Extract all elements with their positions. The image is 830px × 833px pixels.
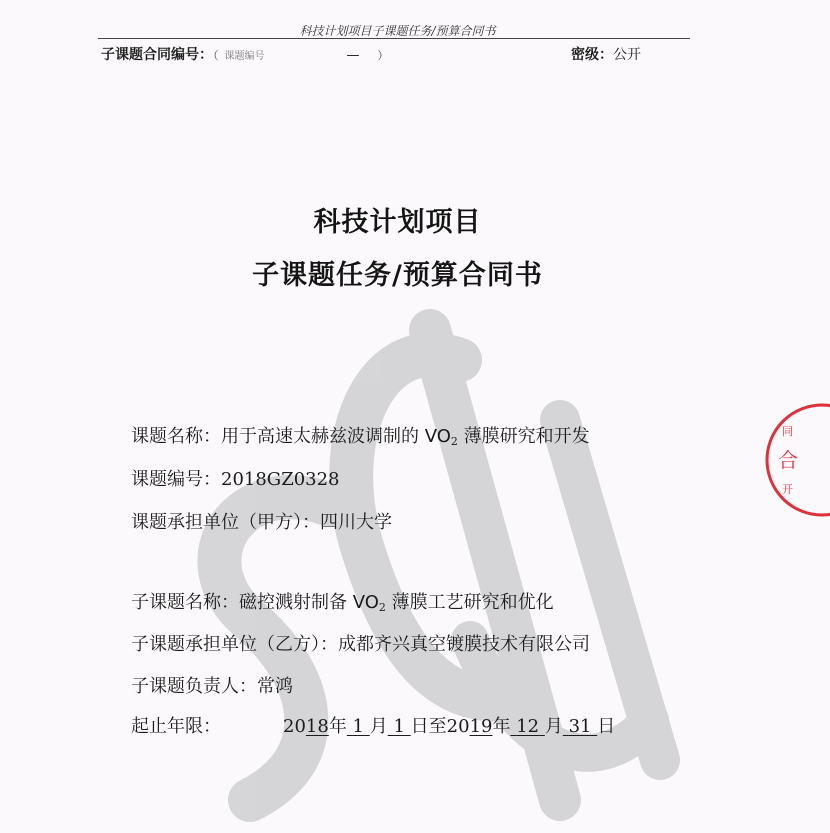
secrecy-level (571, 44, 641, 64)
year-char-2: 年 (492, 716, 511, 737)
sub-topic-lead-value: 常鸿 (257, 676, 293, 697)
period-field (131, 712, 221, 738)
topic-unit-label: 课题承担单位（甲方）： (131, 512, 320, 533)
topic-name-text: 用于高速太赫兹波调制的 VO (221, 426, 451, 447)
topic-name-label: 课题名称： (131, 426, 221, 447)
contract-number-close-paren: ） (377, 49, 389, 62)
start-year-prefix: 20 (283, 716, 306, 737)
sub-topic-name-text-end: 薄膜工艺研究和优化 (385, 592, 554, 613)
topic-unit-field (131, 508, 392, 534)
period-label: 起止年限： (131, 716, 221, 737)
red-seal-stamp (760, 395, 830, 525)
end-year-suffix: 19 (469, 716, 493, 737)
contract-number-dash: — (346, 48, 360, 63)
sub-topic-name-label: 子课题名称： (131, 592, 239, 613)
topic-name-text-end: 薄膜研究和开发 (457, 426, 590, 447)
topic-name-field (131, 422, 590, 448)
secrecy-value: 公开 (613, 47, 641, 63)
document-title-line2: 子课题任务/预算合同书 (252, 260, 543, 291)
end-month (510, 716, 544, 737)
topic-number-label: 课题编号： (131, 469, 221, 490)
header-rule (98, 38, 690, 39)
end-day-value: 31 (568, 716, 592, 737)
secrecy-label: 密级： (571, 47, 613, 63)
contract-number-open-paren: （ (213, 49, 219, 62)
sub-topic-lead-label: 子课题负责人： (131, 676, 257, 697)
period-dates (283, 712, 615, 738)
topic-number-value: 2018GZ0328 (221, 469, 340, 490)
end-year-prefix: 20 (446, 716, 470, 737)
topic-unit-value: 四川大学 (320, 512, 392, 533)
contract-number-placeholder: 课题编号 (224, 51, 265, 62)
day-char: 日 (597, 716, 616, 737)
sub-topic-name-value (239, 592, 554, 613)
sub-topic-name-subscript: 2 (378, 601, 386, 614)
month-char-1: 月 (369, 716, 388, 737)
start-month-value: 1 (352, 716, 364, 737)
day-to-chars: 日至 (410, 716, 447, 737)
sub-topic-name-field (131, 588, 554, 614)
svg-text:同: 同 (782, 425, 793, 438)
running-header-title: 科技计划项目子课题任务/预算合同书 (299, 24, 496, 38)
year-char-1: 年 (328, 716, 347, 737)
svg-text:开: 开 (782, 483, 793, 496)
sub-topic-unit-label: 子课题承担单位（乙方）： (131, 634, 338, 655)
sub-topic-unit-field (131, 630, 590, 656)
topic-name-subscript: 2 (450, 435, 458, 448)
start-day (388, 716, 411, 737)
svg-text:合: 合 (778, 448, 798, 472)
month-char-2: 月 (544, 716, 563, 737)
topic-name-value (221, 426, 590, 447)
start-day-value: 1 (393, 716, 405, 737)
sub-topic-lead-field (131, 672, 293, 698)
contract-number-label: 子课题合同编号： (101, 47, 213, 63)
topic-number-field (131, 465, 340, 491)
start-year-suffix: 18 (305, 716, 329, 737)
end-month-value: 12 (516, 716, 540, 737)
contract-number-row (101, 44, 389, 64)
end-day (563, 716, 597, 737)
sub-topic-unit-value: 成都齐兴真空镀膜技术有限公司 (338, 634, 590, 655)
document-title-line1: 科技计划项目 (313, 207, 482, 238)
start-month (347, 716, 370, 737)
sub-topic-name-text: 磁控溅射制备 VO (239, 592, 379, 613)
